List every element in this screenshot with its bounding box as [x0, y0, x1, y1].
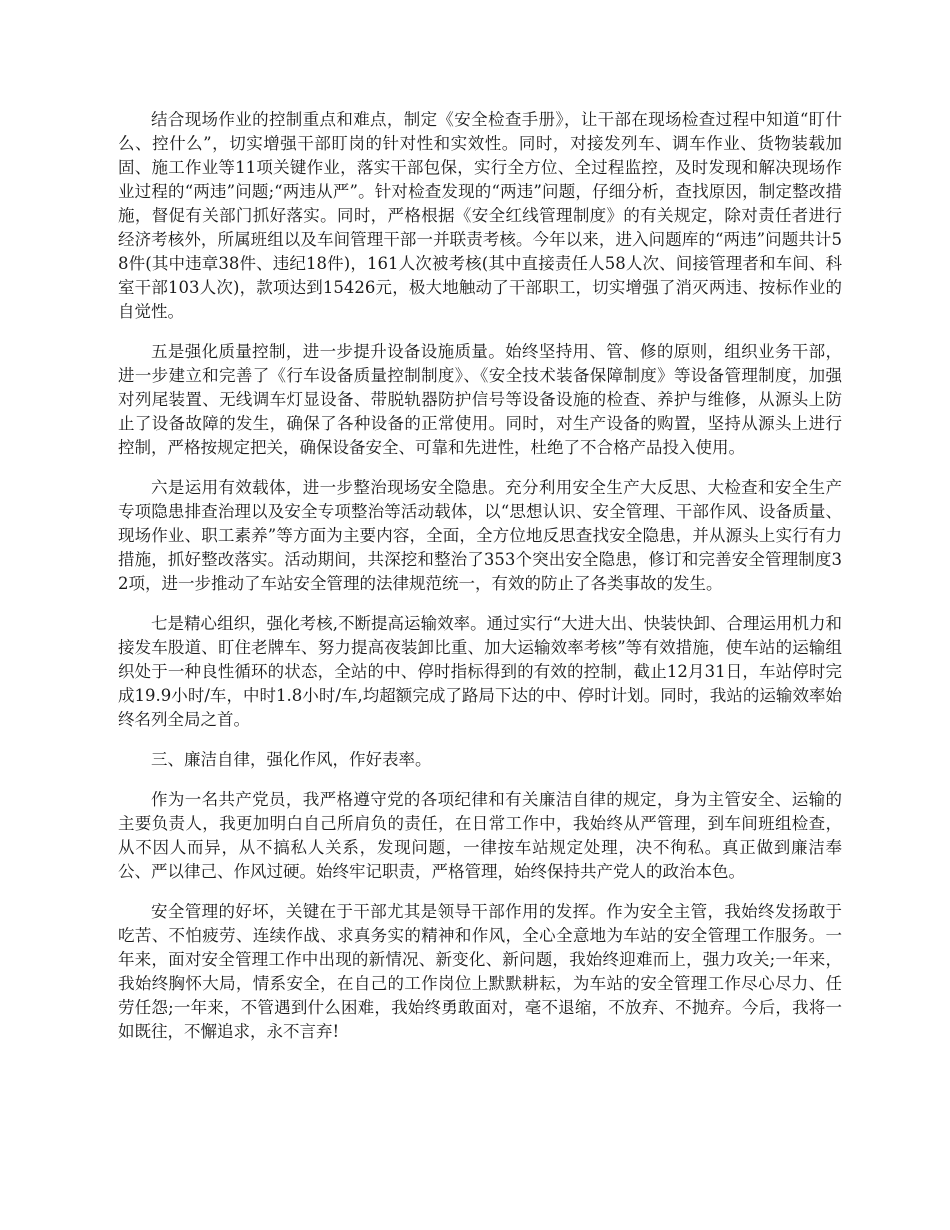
paragraph-hazard-rectification: 六是运用有效载体，进一步整治现场安全隐患。充分利用安全生产大反思、大检查和安全生产专项隐患排查治理以及安全专项整治等活动载体，以“思想认识、安全管理、干部作风、设备质量、现场作业、职工素养”等方面为主要内容，全面，全方位地反思查找安全隐患，并从源头上实行有力措施，抓好整改落实。活动期间，共深挖和整治了353个突出安全隐患，修订和完善安全管理制度32项，进一步推动了车站安全管理的法律规范统一，有效的防止了各类事故的发生。 [118, 478, 842, 593]
paragraph-party-discipline: 作为一名共产党员，我严格遵守党的各项纪律和有关廉洁自律的规定，身为主管安全、运输的主要负责人，我更加明白自己所肩负的责任，在日常工作中，我始终从严管理，到车间班组检查，从不因人而异，从不搞私人关系，发现问题，一律按车站规定处理，决不徇私。真正做到廉洁奉公、严以律己、作风过硬。始终牢记职责，严格管理，始终保持共产党人的政治本色。 [118, 790, 842, 881]
paragraph-inspection-manual: 结合现场作业的控制重点和难点，制定《安全检查手册》，让干部在现场检查过程中知道“盯什么、控什么”，切实增强干部盯岗的针对性和实效性。同时，对接发列车、调车作业、货物装载加固、施工作业等11项关键作业，落实干部包保，实行全方位、全过程监控，及时发现和解决现场作业过程的“两违”问题;“两违从严”。针对检查发现的“两违”问题，仔细分析，查找原因，制定整改措施，督促有关部门抓好落实。同时，严格根据《安全红线管理制度》的有关规定，除对责任者进行经济考核外，所属班组以及车间管理干部一并联责考核。今年以来，进入问题库的“两违”问题共计58件(其中违章38件、违纪18件)，161人次被考核(其中直接责任人58人次、间接管理者和车间、科室干部103人次)，款项达到15426元，极大地触动了干部职工，切实增强了消灭两违、按标作业的自觉性。 [118, 110, 842, 321]
section-heading-integrity: 三、廉洁自律，强化作风，作好表率。 [151, 750, 432, 769]
document-body [118, 108, 842, 1060]
paragraph-closing-commitment: 安全管理的好坏，关键在于干部尤其是领导干部作用的发挥。作为安全主管，我始终发扬敢于吃苦、不怕疲劳、连续作战、求真务实的精神和作风，全心全意地为车站的安全管理工作服务。一年来，面对安全管理工作中出现的新情况、新变化、新问题，我始终迎难而上，强力攻关;一年来，我始终胸怀大局，情系安全，在自己的工作岗位上默默耕耘，为车站的安全管理工作尽心尽力、任劳任怨;一年来，不管遇到什么困难，我始终勇敢面对，毫不退缩，不放弃、不抛弃。今后，我将一如既往，不懈追求，永不言弃! [118, 902, 842, 1041]
paragraph-transport-efficiency: 七是精心组织，强化考核,不断提高运输效率。通过实行“大进大出、快装快卸、合理运用机力和接发车股道、盯住老牌车、努力提高夜装卸比重、加大运输效率考核”等有效措施，使车站的运输组织处于一种良性循环的状态，全站的中、停时指标得到的有效的控制，截止12月31日，车站停时完成19.9小时/车，中时1.8小时/车,均超额完成了路局下达的中、停时计划。同时，我站的运输效率始终名列全局之首。 [118, 614, 842, 729]
paragraph-quality-control: 五是强化质量控制，进一步提升设备设施质量。始终坚持用、管、修的原则，组织业务干部，进一步建立和完善了《行车设备质量控制制度》、《安全技术装备保障制度》等设备管理制度，加强对列尾装置、无线调车灯显设备、带脱轨器防护信号等设备设施的检查、养护与维修，从源头上防止了设备故障的发生，确保了各种设备的正常使用。同时，对生产设备的购置，坚持从源头上进行控制，严格按规定把关，确保设备安全、可靠和先进性，杜绝了不合格产品投入使用。 [118, 342, 842, 457]
